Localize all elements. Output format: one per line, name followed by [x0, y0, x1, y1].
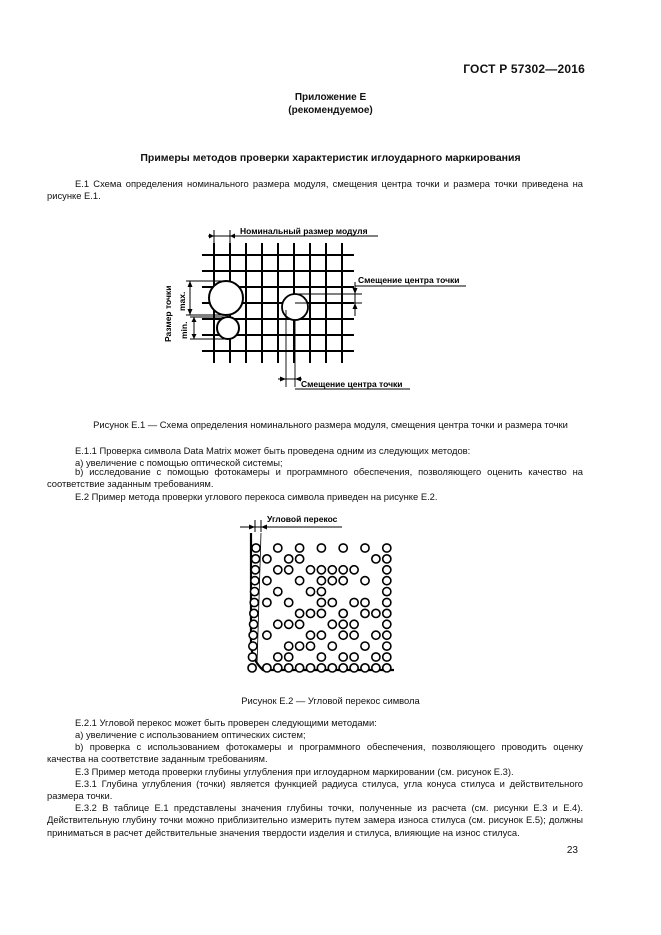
matrix-dot — [317, 566, 325, 574]
matrix-dot — [317, 653, 325, 661]
matrix-dot — [296, 544, 304, 552]
matrix-dot — [274, 653, 282, 661]
matrix-dot — [383, 555, 391, 563]
standard-number: ГОСТ Р 57302—2016 — [463, 62, 585, 76]
matrix-dot — [317, 631, 325, 639]
matrix-dot — [383, 609, 391, 617]
matrix-dot — [350, 664, 358, 672]
matrix-dot — [317, 544, 325, 552]
matrix-dot — [296, 555, 304, 563]
matrix-dot — [317, 609, 325, 617]
appendix-subtitle: (рекомендуемое) — [288, 105, 373, 116]
matrix-dot — [285, 598, 293, 606]
matrix-dot — [361, 577, 369, 585]
figure-e1-caption: Рисунок Е.1 — Схема определения номинального размера модуля, смещения центра точки и размера точки — [93, 419, 568, 430]
matrix-dot — [317, 664, 325, 672]
matrix-dot — [306, 588, 314, 596]
paragraph-e11: Е.1.1 Проверка символа Data Matrix может быть проведена одним из следующих методов: — [75, 445, 471, 456]
matrix-dot — [328, 664, 336, 672]
matrix-dot — [263, 555, 271, 563]
matrix-dot — [274, 588, 282, 596]
matrix-dot — [383, 664, 391, 672]
matrix-dot — [317, 577, 325, 585]
paragraph-e1: Е.1 Схема определения номинального размера модуля, смещения центра точки и размера точки приведена на рисунке Е.1. — [47, 178, 583, 202]
matrix-dot — [383, 620, 391, 628]
appendix-heading — [0, 91, 661, 117]
matrix-dot — [263, 631, 271, 639]
matrix-dot — [339, 653, 347, 661]
page-number: 23 — [566, 845, 578, 856]
matrix-dot — [383, 566, 391, 574]
matrix-dot — [263, 664, 271, 672]
paragraph-e11a: а) увеличение с помощью оптической системы; — [75, 457, 283, 468]
matrix-dot — [372, 664, 380, 672]
matrix-dot — [339, 609, 347, 617]
paragraph-e21a: а) увеличение с использованием оптических систем; — [75, 729, 306, 740]
matrix-dot — [339, 544, 347, 552]
matrix-dot — [306, 631, 314, 639]
matrix-dot — [361, 598, 369, 606]
paragraph-e2: Е.2 Пример метода проверки углового перекоса символа приведен на рисунке Е.2. — [75, 491, 438, 502]
matrix-dot — [285, 653, 293, 661]
paragraph-e21: Е.2.1 Угловой перекос может быть проверен следующими методами: — [75, 717, 377, 728]
matrix-dot — [339, 566, 347, 574]
matrix-dot — [252, 544, 260, 552]
label-skew: Угловой перекос — [267, 514, 338, 524]
paragraph-e31: Е.3.1 Глубина углубления (точки) является функцией радиуса стилуса, угла конуса стилуса и действительного размера точки. — [47, 778, 583, 802]
data-matrix-dots — [248, 544, 391, 672]
matrix-dot — [339, 577, 347, 585]
matrix-dot — [372, 653, 380, 661]
matrix-dot — [350, 653, 358, 661]
matrix-dot — [252, 555, 260, 563]
matrix-dot — [361, 544, 369, 552]
min-dot-circle — [217, 317, 239, 339]
section-title: Примеры методов проверки характеристик иглоударного маркирования — [140, 152, 521, 164]
label-offset-bottom: Смещение центра точки — [301, 379, 403, 389]
matrix-dot — [317, 598, 325, 606]
matrix-dot — [339, 664, 347, 672]
matrix-dot — [285, 620, 293, 628]
matrix-dot — [285, 555, 293, 563]
matrix-dot — [285, 566, 293, 574]
matrix-dot — [328, 577, 336, 585]
matrix-dot — [383, 642, 391, 650]
matrix-dot — [306, 609, 314, 617]
paragraph-e21b: b) проверка с использованием фотокамеры и программного обеспечения, позволяющего проводить оценку качества на соответствие заданным требованиям. — [47, 741, 583, 765]
matrix-dot — [383, 598, 391, 606]
matrix-dot — [383, 588, 391, 596]
matrix-dot — [372, 631, 380, 639]
matrix-dot — [251, 566, 259, 574]
matrix-dot — [350, 620, 358, 628]
matrix-dot — [361, 664, 369, 672]
matrix-dot — [306, 642, 314, 650]
matrix-dot — [350, 598, 358, 606]
matrix-dot — [296, 664, 304, 672]
label-module-size: Номинальный размер модуля — [240, 226, 368, 236]
matrix-dot — [250, 609, 258, 617]
matrix-dot — [372, 555, 380, 563]
matrix-dot — [263, 577, 271, 585]
max-dot-circle — [209, 281, 243, 315]
matrix-dot — [249, 631, 257, 639]
figure-e1-diagram — [150, 222, 480, 398]
matrix-dot — [296, 620, 304, 628]
matrix-dot — [274, 544, 282, 552]
paragraph-e3: Е.3 Пример метода проверки глубины углубления при иглоударном маркировании (см. рисунок Е.3). — [75, 766, 514, 777]
matrix-dot — [274, 566, 282, 574]
matrix-dot — [361, 609, 369, 617]
matrix-dot — [328, 566, 336, 574]
matrix-dot — [274, 664, 282, 672]
matrix-dot — [328, 642, 336, 650]
matrix-dot — [263, 598, 271, 606]
figure-e2-diagram — [230, 510, 400, 680]
matrix-dot — [251, 577, 259, 585]
matrix-dot — [383, 544, 391, 552]
paragraph-e11b: b) исследование с помощью фотокамеры и программного обеспечения, позволяющего оценить качество на соответствие заданным требованиям. — [47, 466, 583, 490]
matrix-dot — [250, 598, 258, 606]
paragraph-e32: Е.3.2 В таблице Е.1 представлены значения глубины точки, полученные из расчета (см. рисунки Е.3 и Е.4). Действительную глубину точки можно приблизительно измерить путем замера износа стилуса (см. рисунок Е.5); должны приниматься в расчет действительные значения твердости изделия и стилуса, влияющие на износ стилуса. — [47, 802, 583, 838]
matrix-dot — [328, 620, 336, 628]
matrix-dot — [383, 577, 391, 585]
matrix-dot — [296, 642, 304, 650]
matrix-dot — [383, 631, 391, 639]
matrix-dot — [249, 642, 257, 650]
matrix-dot — [361, 642, 369, 650]
matrix-dot — [317, 588, 325, 596]
matrix-dot — [285, 642, 293, 650]
figure-e2-caption: Рисунок Е.2 — Угловой перекос символа — [241, 695, 420, 706]
label-min: min. — [179, 321, 189, 339]
matrix-dot — [296, 577, 304, 585]
label-max: max. — [177, 291, 187, 311]
matrix-dot — [383, 653, 391, 661]
matrix-dot — [306, 566, 314, 574]
matrix-dot — [306, 664, 314, 672]
matrix-dot — [285, 664, 293, 672]
matrix-dot — [350, 631, 358, 639]
matrix-dot — [250, 620, 258, 628]
matrix-dot — [248, 664, 256, 672]
matrix-dot — [339, 631, 347, 639]
matrix-dot — [274, 620, 282, 628]
matrix-dot — [328, 598, 336, 606]
matrix-dot — [251, 588, 259, 596]
matrix-dot — [372, 609, 380, 617]
matrix-dot — [339, 620, 347, 628]
matrix-dot — [296, 609, 304, 617]
label-offset-right: Смещение центра точки — [358, 275, 460, 285]
matrix-dot — [248, 653, 256, 661]
appendix-title: Приложение Е — [294, 92, 367, 103]
label-dot-size: Размер точки — [163, 285, 173, 342]
matrix-dot — [350, 566, 358, 574]
